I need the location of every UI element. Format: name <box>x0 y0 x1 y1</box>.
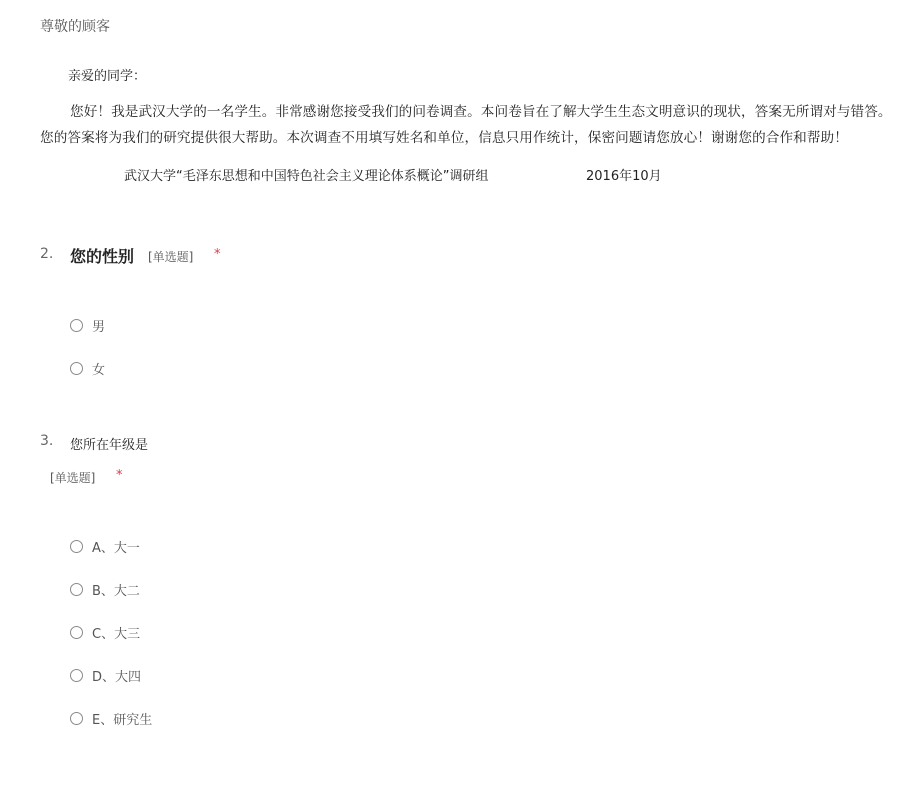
option-label: E、研究生 <box>92 712 153 728</box>
option-female[interactable] <box>70 358 105 378</box>
option-graduate[interactable] <box>70 708 152 728</box>
intro-signature: 武汉大学“毛泽东思想和中国特色社会主义理论体系概论”调研组 <box>124 169 489 184</box>
intro-body: 您好！我是武汉大学的一名学生。非常感谢您接受我们的问卷调查。本问卷旨在了解大学生生态文明意识的现状，答案无所谓对与错答。您的答案将为我们的研究提供很大帮助。本次调查不用填写姓名和单位，信息只用作统计，保密问题请您放心！谢谢您的合作和帮助！ <box>40 104 892 146</box>
option-label: C、大三 <box>92 626 141 642</box>
option-junior[interactable] <box>70 622 140 642</box>
required-marker: * <box>116 468 123 483</box>
question-type-label: [单选题] <box>148 250 194 264</box>
question-title: 您的性别 <box>70 247 135 266</box>
option-label: A、大一 <box>92 540 140 556</box>
radio-button[interactable] <box>70 540 83 553</box>
required-marker: * <box>214 247 221 262</box>
intro-salutation: 亲爱的同学： <box>68 69 147 84</box>
radio-button[interactable] <box>70 362 83 375</box>
option-label: 女 <box>92 362 106 378</box>
page-greeting: 尊敬的顾客 <box>40 19 110 35</box>
option-senior[interactable] <box>70 665 141 685</box>
radio-button[interactable] <box>70 319 83 332</box>
radio-button[interactable] <box>70 669 83 682</box>
question-type-label: [单选题] <box>50 471 96 485</box>
option-label: D、大四 <box>92 669 142 685</box>
intro-date: 2016年10月 <box>586 169 662 184</box>
question-number: 3. <box>40 433 54 449</box>
option-freshman[interactable] <box>70 536 140 556</box>
radio-button[interactable] <box>70 583 83 596</box>
option-label: 男 <box>92 319 106 335</box>
option-male[interactable] <box>70 315 105 335</box>
question-number: 2. <box>40 246 54 262</box>
option-label: B、大二 <box>92 583 140 599</box>
question-title: 您所在年级是 <box>70 438 149 453</box>
radio-button[interactable] <box>70 626 83 639</box>
option-sophomore[interactable] <box>70 579 140 599</box>
radio-button[interactable] <box>70 712 83 725</box>
